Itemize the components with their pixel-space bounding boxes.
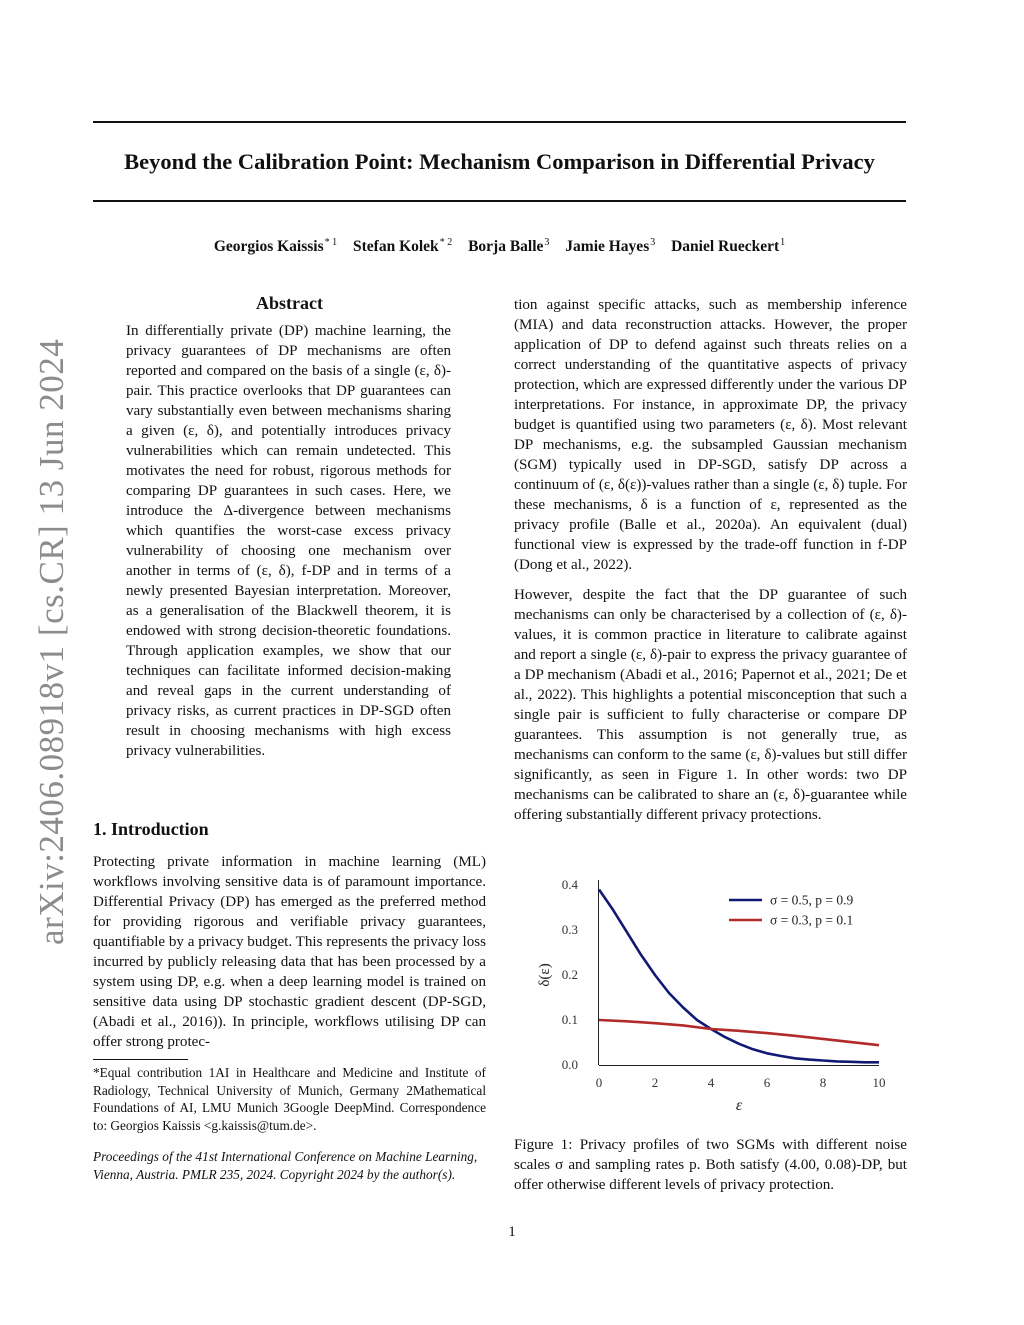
abstract-text: In differentially private (DP) machine learning, the privacy guarantees of DP mechanisms are often reported and compared on the basis of a single (ε, δ)-pair. This practice overlooks that DP guarantees can vary substantially even between mechanisms sharing a given (ε, δ), and potentially introduces privacy vulnerabilities which can remain undetected. This motivates the need for robust, rigorous methods for comparing DP guarantees in such cases. Here, we introduce the Δ-divergence between mechanisms which quantifies the worst-case excess privacy vulnerability of choosing one mechanism over another in terms of (ε, δ), f-DP and in terms of a newly presented Bayesian interpretation. Moreover, as a generalisation of the Blackwell theorem, it is endowed with strong decision-theoretic foundations. Through application examples, we show that our techniques can facilitate informed decision-making and reveal gaps in the current understanding of privacy risks, as current practices in DP-SGD often result in choosing mechanisms with high excess privacy vulnerabilities. [126, 323, 451, 759]
x-tick-label: 0 [595, 1075, 603, 1090]
y-tick-label: 0.4 [561, 877, 578, 892]
legend-entry: σ = 0.3, p = 0.1 [770, 912, 854, 928]
proceedings-note: Proceedings of the 41st International Conference on Machine Learning, Vienna, Austria. PMLR 235, 2024. Copyright 2024 by the author(s). [93, 1149, 478, 1182]
footnote-affiliation-2: 2Mathematical Foundations of AI, LMU Munich [93, 1082, 487, 1115]
footnote-rule [93, 1059, 188, 1060]
chart-ticks [562, 877, 886, 1090]
footnote-correspondence: Correspondence to: Georgios Kaissis <g.kaissis@tum.de>. [93, 1100, 487, 1133]
y-axis-label: δ(ε) [537, 963, 553, 987]
author-name: Stefan Kolek [353, 238, 439, 255]
x-tick-label: 8 [819, 1075, 827, 1090]
author [565, 238, 655, 255]
introduction-text: Protecting private information in machine learning (ML) workflows involving sensitive data is of paramount importance. Differential Privacy (DP) has emerged as the preferred method for providing rigorous and verifiable privacy guarantees, quantifiable by a privacy budget. This represents the privacy loss incurred by publicly releasing data that has been processed by a system using DP, e.g. when a deep learning model is trained on sensitive data using DP stochastic gradient descent (DP-SGD, (Abadi et al., 2016)). In principle, workflows utilising DP can offer strong protec- [93, 854, 486, 1050]
right-column-paragraph-2: However, despite the fact that the DP guarantee of such mechanisms can only be characterised by a collection of (ε, δ)-values, it is common practice in literature to calibrate against and report a single (ε, δ)-pair to express the privacy guarantee of a DP mechanism (Abadi et al., 2016; Papernot et al., 2021; De et al., 2022). This highlights a potential misconception that such a single pair is sufficient to fully characterise or compare DP guarantees. This assumption is not generally true, as mechanisms can conform to the same (ε, δ)-values but still differ significantly, as seen in Figure 1. In other words: two DP mechanisms can be calibrated to share an (ε, δ)-guarantee while offering substantially different privacy protections. [514, 587, 907, 823]
paper-title: Beyond the Calibration Point: Mechanism Comparison in Differential Privacy [124, 149, 875, 174]
author-affiliation: * 2 [439, 236, 453, 248]
footnote-equal-contribution: *Equal contribution [93, 1065, 203, 1080]
author [214, 238, 337, 255]
title-bottom-rule [93, 200, 906, 202]
abstract-heading: Abstract [256, 293, 323, 313]
x-tick-label: 6 [763, 1075, 771, 1090]
legend-entry: σ = 0.5, p = 0.9 [770, 892, 854, 908]
author-affiliation: 3 [650, 236, 656, 248]
author-name: Georgios Kaissis [213, 238, 324, 255]
y-tick-label: 0.2 [561, 967, 578, 982]
x-tick-label: 2 [651, 1075, 659, 1090]
series-line-2 [599, 1020, 879, 1045]
x-tick-label: 4 [707, 1075, 715, 1090]
author [671, 238, 785, 255]
title-top-rule [93, 121, 906, 123]
author-name: Daniel Rueckert [671, 238, 780, 255]
footnotes [93, 1064, 486, 1134]
y-tick-label: 0.1 [561, 1012, 578, 1027]
page-number: 1 [508, 1224, 516, 1240]
author-affiliation: 1 [780, 236, 786, 248]
section-heading-introduction: 1. Introduction [93, 819, 209, 839]
right-column-paragraph-1: tion against specific attacks, such as membership inference (MIA) and data reconstruction attacks. However, the proper application of DP to defend against such threats relies on a correct understanding of the quantitative aspects of privacy protection, which are expressed differently under the various DP interpretations. For instance, in approximate DP, the privacy budget is quantified using two parameters (ε, δ). Most relevant DP mechanisms, e.g. the subsampled Gaussian mechanism (SGM) typically used in DP-SGD, satisfy DP across a continuum of (ε, δ(ε))-values rather than a single (ε, δ) tuple. For these mechanisms, δ is a function of ε, represented as the privacy profile (Balle et al., 2020a). An equivalent (dual) functional view is expressed by the trade-off function in f-DP (Dong et al., 2022). [514, 297, 907, 573]
x-tick-label: 10 [872, 1075, 886, 1090]
author [468, 238, 549, 255]
privacy-profile-chart [524, 870, 904, 1130]
author [353, 238, 452, 255]
footnote-affiliation-1: 1AI in Healthcare and Medicine and Institute of Radiology, Technical University of Munich, Germany [93, 1065, 486, 1098]
figure-caption: Figure 1: Privacy profiles of two SGMs with different noise scales σ and sampling rates p. Both satisfy (4.00, 0.08)-DP, but offer otherwise different levels of privacy protection. [514, 1137, 907, 1193]
y-tick-label: 0.3 [561, 922, 578, 937]
y-tick-label: 0.0 [561, 1057, 578, 1072]
author-affiliation: 3 [544, 236, 550, 248]
x-axis-label: ε [735, 1097, 743, 1114]
arxiv-identifier: arXiv:2406.08918v1 [cs.CR] 13 Jun 2024 [32, 338, 71, 945]
author-name: Borja Balle [468, 238, 544, 255]
author-affiliation: * 1 [324, 236, 338, 248]
author-name: Jamie Hayes [565, 238, 650, 255]
author-list [93, 236, 906, 258]
footnote-affiliation-3: 3Google DeepMind. [283, 1100, 395, 1115]
chart-axes [599, 880, 880, 1066]
chart-legend [729, 893, 854, 928]
